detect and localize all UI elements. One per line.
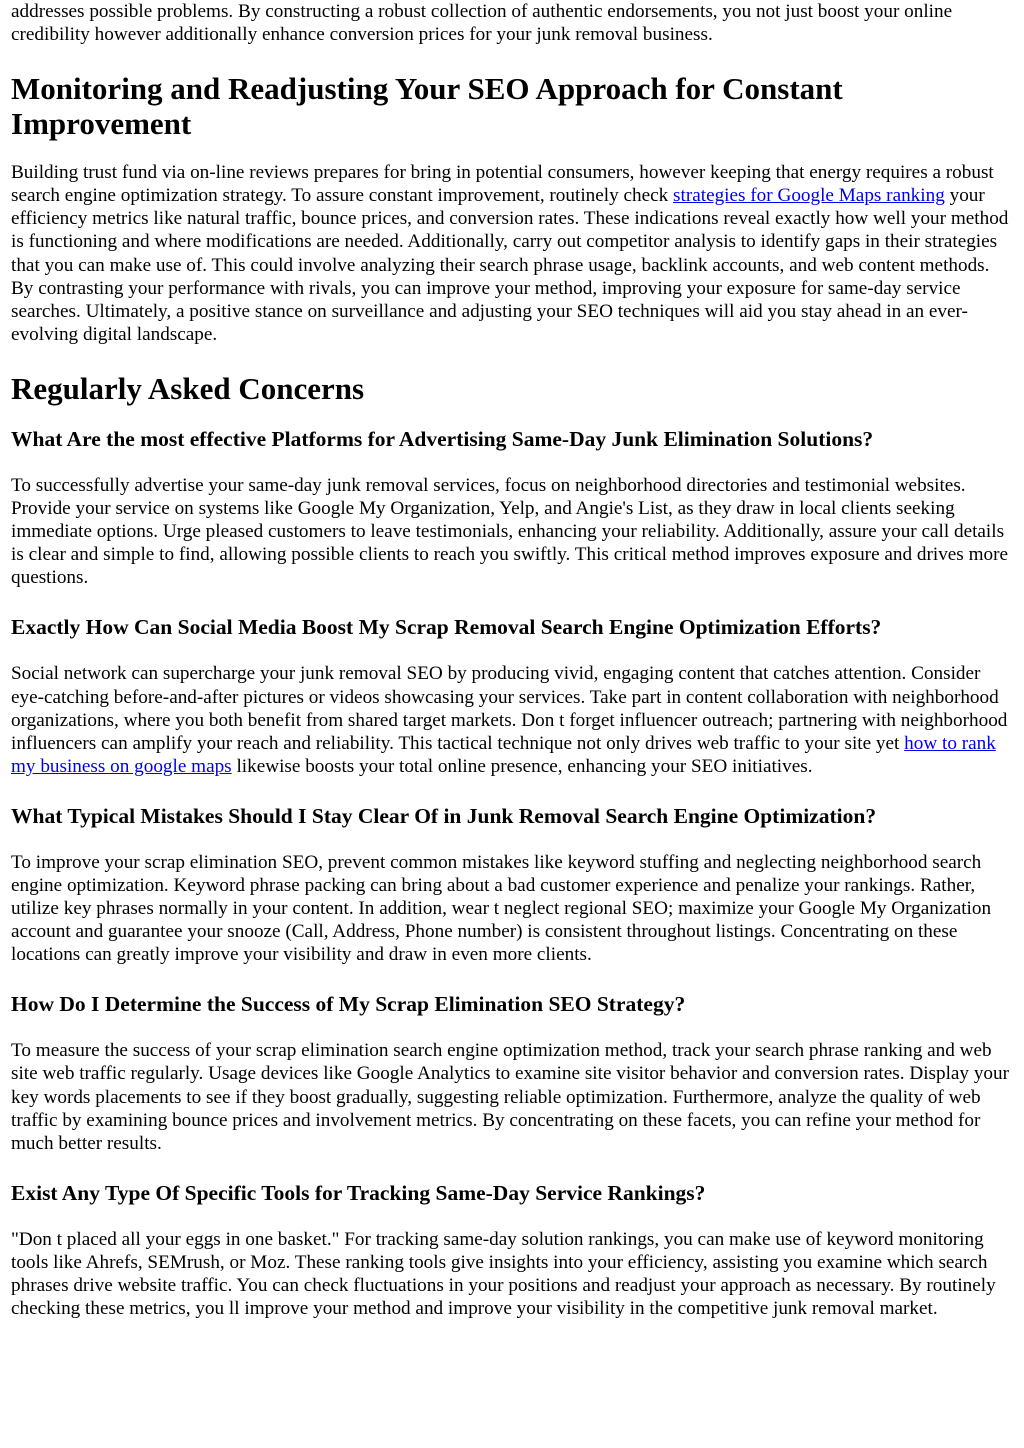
link-google-maps-strategies[interactable]: strategies for Google Maps ranking <box>673 185 945 207</box>
paragraph-text: likewise boosts your total online presence, enhancing your SEO initiatives. <box>231 755 813 777</box>
paragraph: addresses possible problems. By constructing a robust collection of authentic endorsements, you not just boost your online credibility however additionally enhance conversion prices for your junk removal business. <box>11 1 953 46</box>
faq-answer: To measure the success of your scrap elimination search engine optimization method, track your search phrase ranking and web site web traffic regularly. Usage devices like Google Analytics to examine site visitor behavior and conversion rates. Display your key words placements to see if they boost gradually, suggesting reliable optimization. Furthermore, analyze the quality of web traffic by examining bounce prices and involvement metrics. By concentrating on these facets, you can refine your method for much better results. <box>11 1040 1009 1154</box>
faq-answer <box>11 662 1014 777</box>
faq-answer: "Don t placed all your eggs in one basket." For tracking same-day solution rankings, you can make use of keyword monitoring tools like Ahrefs, SEMrush, or Moz. These ranking tools give insights into your efficiency, assisting you examine which search phrases drive website traffic. You can check fluctuations in your positions and readjust your approach as necessary. By routinely checking these metrics, you ll improve your method and improve your visibility in the competitive junk removal market. <box>11 1228 996 1320</box>
faq-question: What Typical Mistakes Should I Stay Clear Of in Junk Removal Search Engine Optimization? <box>11 803 877 828</box>
faq-question: How Do I Determine the Success of My Scrap Elimination SEO Strategy? <box>11 992 686 1017</box>
section-heading: Regularly Asked Concerns <box>11 370 365 406</box>
paragraph-text: Social network can supercharge your junk removal SEO by producing vivid, engaging content that catches attention. Consider eye-catching before-and-after pictures or videos showcasing your services. Take part in content collaboration with neighborhood organizations, where you both benefit from shared target markets. Don t forget influencer outreach; partnering with neighborhood influencers can amplify your reach and reliability. This tactical technique not only drives web traffic to your site yet <box>11 663 1008 754</box>
faq-question: Exactly How Can Social Media Boost My Scrap Removal Search Engine Optimization Efforts? <box>11 615 882 640</box>
paragraph-text: Building trust fund via on-line reviews prepares for bring in potential consumers, however keeping that energy requires a robust search engine optimization strategy. To assure constant improvement, routinely check <box>11 162 994 207</box>
link-rank-business-google-maps[interactable]: how to rank my business on google maps <box>11 732 996 777</box>
paragraph-text: your efficiency metrics like natural traffic, bounce prices, and conversion rates. These indications reveal exactly how well your method is functioning and where modifications are needed. Additionally, carry out competitor analysis to identify gaps in their strategies that you can make use of. This could involve analyzing their search phrase usage, backlink accounts, and web content methods. By contrasting your performance with rivals, you can improve your method, improving your exposure for same-day service searches. Ultimately, a positive stance on surveillance and adjusting your SEO techniques will aid you stay ahead in an ever-evolving digital landscape. <box>11 185 1009 345</box>
faq-question: Exist Any Type Of Specific Tools for Tracking Same-Day Service Rankings? <box>11 1180 706 1205</box>
faq-question: What Are the most effective Platforms for Advertising Same-Day Junk Elimination Solutions? <box>11 426 874 451</box>
faq-answer: To improve your scrap elimination SEO, prevent common mistakes like keyword stuffing and neglecting neighborhood search engine optimization. Keyword phrase packing can bring about a bad customer experience and penalize your rankings. Rather, utilize key phrases normally in your content. In addition, wear t neglect regional SEO; maximize your Google My Organization account and guarantee your snooze (Call, Address, Phone number) is consistent throughout listings. Concentrating on these locations can greatly improve your visibility and draw in even more clients. <box>11 851 992 966</box>
paragraph <box>11 161 1014 346</box>
section-heading: Monitoring and Readjusting Your SEO Approach for Constant Improvement <box>11 71 843 142</box>
faq-answer: To successfully advertise your same-day junk removal services, focus on neighborhood directories and testimonial websites. Provide your service on systems like Google My Organization, Yelp, and Angie's List, as they draw in local clients seeking immediate options. Urge pleased customers to leave testimonials, enhancing your reliability. Additionally, assure your call details is clear and simple to find, allowing possible clients to reach you swiftly. This critical method improves exposure and drives more questions. <box>11 474 1008 589</box>
